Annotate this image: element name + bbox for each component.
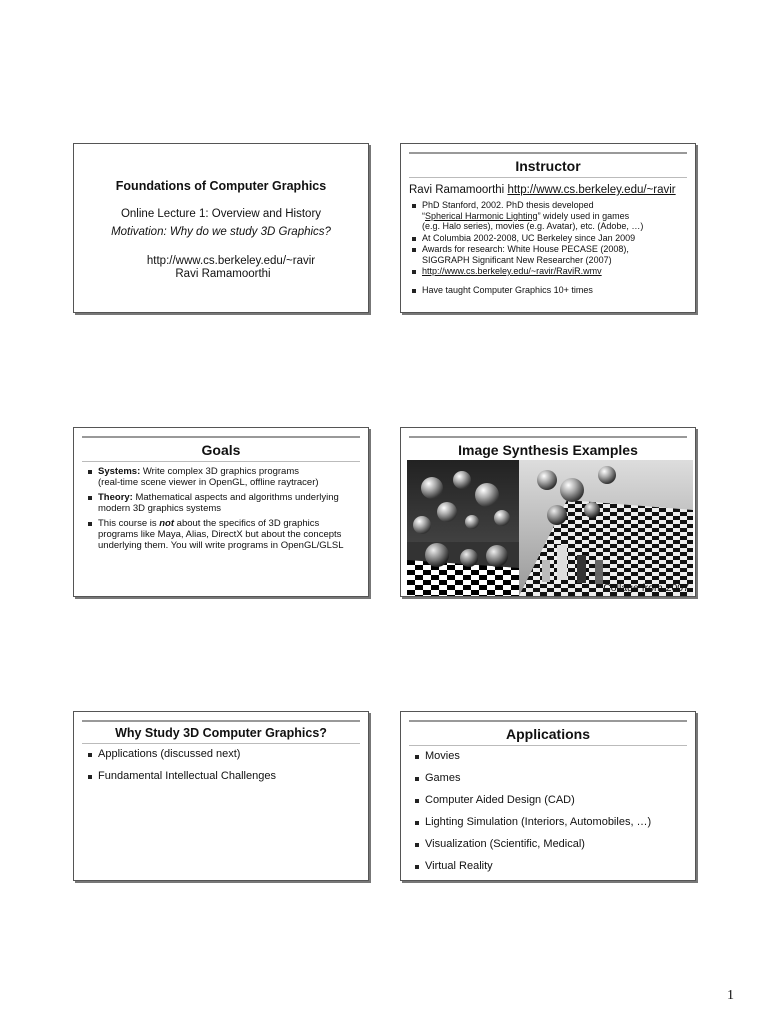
slide1-motivation: Motivation: Why do we study 3D Graphics?	[111, 226, 331, 238]
collage-caption: Collage from 2007	[603, 582, 689, 594]
slide-title	[73, 143, 369, 313]
list-item	[98, 492, 358, 514]
slide1-title: Foundations of Computer Graphics	[115, 179, 327, 193]
slide3-title: Goals	[82, 436, 360, 462]
quote-mark: “	[422, 210, 425, 221]
list-item: Lighting Simulation (Interiors, Automobiles, …)	[425, 816, 685, 829]
list-item	[98, 466, 358, 488]
list-item: At Columbia 2002-2008, UC Berkeley since Jan 2009	[422, 233, 685, 244]
slide1-subtitle: Online Lecture 1: Overview and History	[120, 208, 322, 220]
slide-image-synthesis	[400, 427, 696, 597]
bullet-text: Awards for research: White House PECASE (2008),	[422, 244, 629, 254]
applications-bullets	[401, 750, 695, 873]
slide-goals	[73, 427, 369, 597]
bullet-text: Mathematical aspects and algorithms underlying modern 3D graphics systems	[98, 492, 339, 514]
instructor-bullets	[401, 200, 695, 295]
list-item	[422, 200, 685, 232]
goals-bullets	[74, 466, 368, 551]
bullet-text: PhD Stanford, 2002. PhD thesis developed	[422, 200, 594, 210]
list-item: Games	[425, 772, 685, 785]
list-item	[422, 244, 685, 265]
list-item: Fundamental Intellectual Challenges	[98, 770, 358, 783]
bullet-text: about the specifics of 3D graphics programs like Maya, Alias, DirectX but about the concepts underlying them. You will write programs in OpenGL/GLSL	[98, 518, 344, 551]
bullet-text: This course is	[98, 518, 160, 529]
slide4-title: Image Synthesis Examples	[409, 436, 687, 462]
page-number: 1	[727, 988, 734, 1003]
video-link[interactable]: http://www.cs.berkeley.edu/~ravir/RaviR.wmv	[422, 266, 602, 276]
list-item: Movies	[425, 750, 685, 763]
instructor-name: Ravi Ramamoorthi	[409, 184, 505, 196]
slide1-author: Ravi Ramamoorthi	[175, 268, 271, 280]
list-item: Computer Aided Design (CAD)	[425, 794, 685, 807]
bullet-text: ” widely used in games	[537, 210, 630, 221]
bullet-text: (real-time scene viewer in OpenGL, offline raytracer)	[98, 477, 319, 488]
slide5-title: Why Study 3D Computer Graphics?	[82, 720, 360, 744]
bullet-text: (e.g. Halo series), movies (e.g. Avatar), etc. (Adobe, …)	[422, 221, 644, 231]
instructor-url-link[interactable]: http://www.cs.berkeley.edu/~ravir	[507, 184, 676, 196]
slide-why-study	[73, 711, 369, 881]
slide-applications	[400, 711, 696, 881]
list-item: Visualization (Scientific, Medical)	[425, 838, 685, 851]
bullet-text: Write complex 3D graphics programs	[140, 466, 299, 477]
instructor-line	[409, 184, 695, 196]
list-item: Have taught Computer Graphics 10+ times	[422, 285, 685, 296]
slide2-title: Instructor	[409, 152, 687, 178]
list-item: Applications (discussed next)	[98, 748, 358, 761]
why-study-bullets	[74, 748, 368, 783]
spherical-harmonic-link[interactable]: Spherical Harmonic Lighting	[425, 210, 538, 221]
slide-instructor	[400, 143, 696, 313]
bullet-text: SIGGRAPH Significant New Researcher (2007)	[422, 254, 612, 265]
slide6-title: Applications	[409, 720, 687, 746]
list-item	[422, 266, 685, 277]
slide1-url: http://www.cs.berkeley.edu/~ravir	[146, 255, 316, 267]
collage-image	[407, 460, 693, 596]
emphasis: not	[159, 518, 175, 529]
list-item	[98, 518, 358, 551]
bullet-label: Theory:	[98, 492, 133, 503]
rendered-image-collage	[407, 460, 693, 596]
bullet-label: Systems:	[98, 466, 141, 477]
list-item: Virtual Reality	[425, 860, 685, 873]
